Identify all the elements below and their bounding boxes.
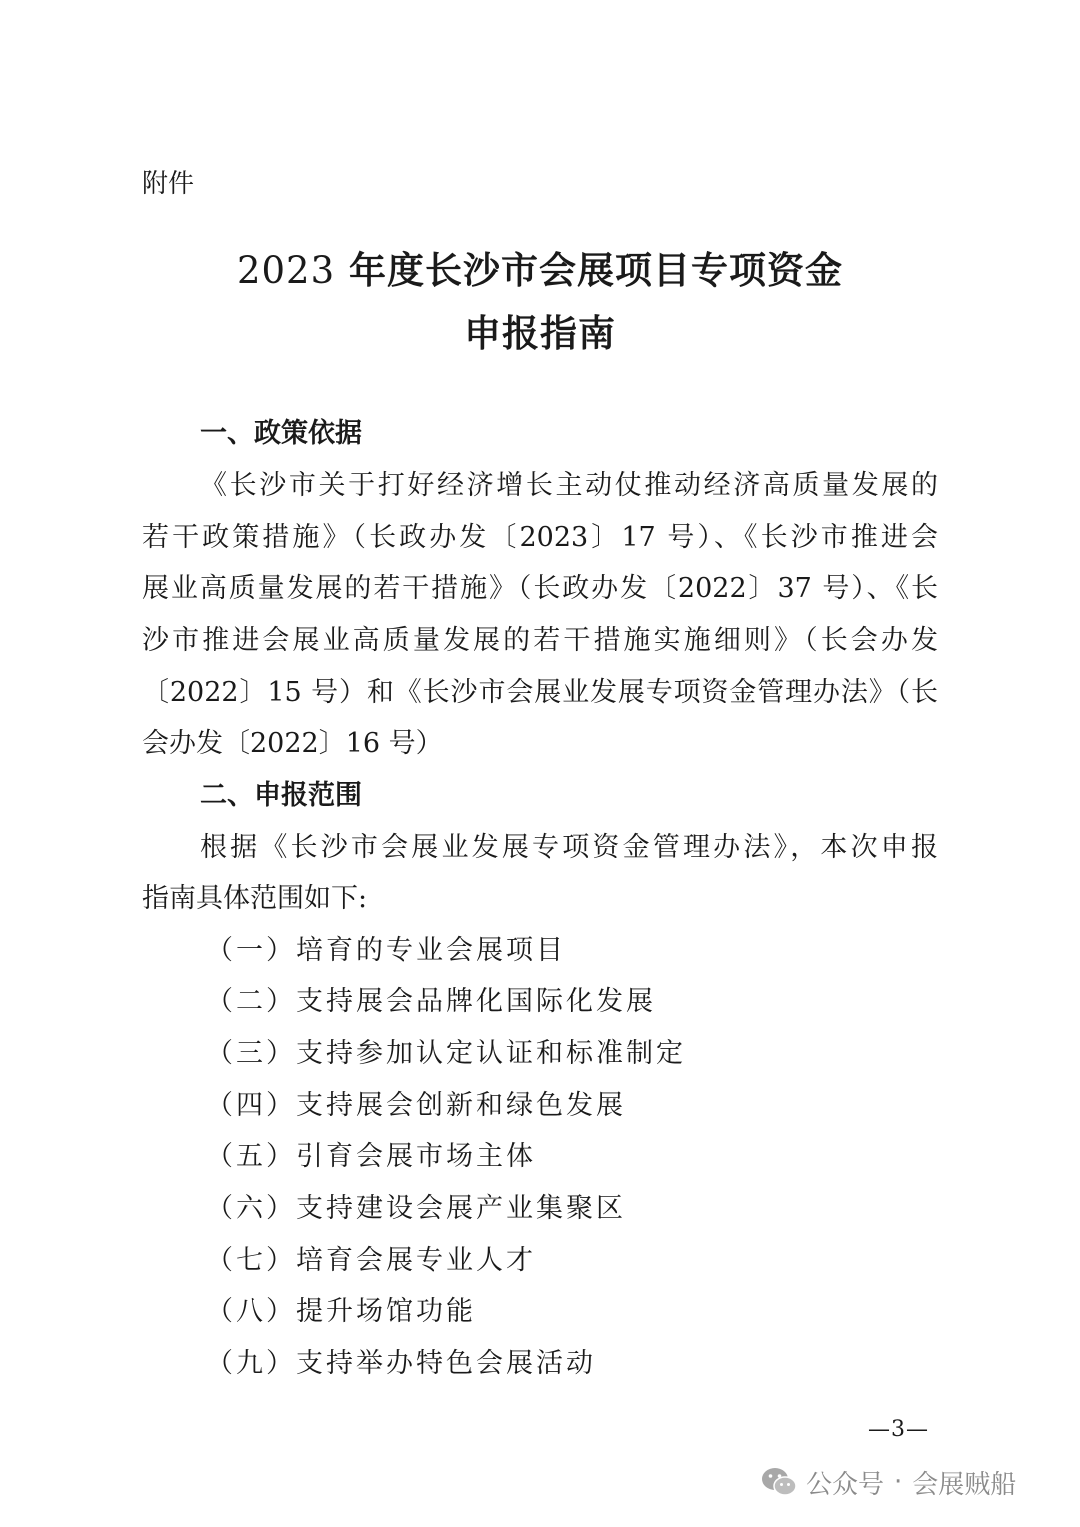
scope-list-item: （九）支持举办特色会展活动 xyxy=(206,1348,596,1379)
attachment-label: 附件 xyxy=(142,169,195,199)
scope-list-item: （八）提升场馆功能 xyxy=(206,1296,476,1327)
policy-basis-line: 〔2022〕15 号）和《长沙市会展业发展专项资金管理办法》（长 xyxy=(142,677,938,708)
policy-basis-line: 《长沙市关于打好经济增长主动仗推动经济高质量发展的 xyxy=(200,470,938,501)
scope-list-item: （五）引育会展市场主体 xyxy=(206,1141,536,1172)
scope-list-item: （三）支持参加认定认证和标准制定 xyxy=(206,1038,686,1069)
scope-list-item: （七）培育会展专业人才 xyxy=(206,1245,536,1276)
policy-basis-line: 展业高质量发展的若干措施》（长政办发〔2022〕37 号）、《长 xyxy=(142,573,938,604)
section-heading-policy-basis: 一、政策依据 xyxy=(200,418,362,449)
document-title-line-2: 申报指南 xyxy=(464,312,616,355)
scope-intro-line: 根据《长沙市会展业发展专项资金管理办法》，本次申报 xyxy=(200,832,938,863)
scope-intro-line: 指南具体范围如下: xyxy=(142,883,368,914)
scope-list-item: （四）支持展会创新和绿色发展 xyxy=(206,1090,626,1121)
page-number: —3— xyxy=(868,1417,929,1442)
watermark xyxy=(760,1460,1016,1504)
wechat-icon xyxy=(760,1465,798,1499)
section-heading-application-scope: 二、申报范围 xyxy=(200,780,362,811)
policy-basis-line: 沙市推进会展业高质量发展的若干措施实施细则》（长会办发 xyxy=(142,625,938,656)
document-title-line-1 xyxy=(0,246,1080,296)
watermark-account-name: 会展贼船 xyxy=(912,1469,1017,1500)
scope-list-item: （二）支持展会品牌化国际化发展 xyxy=(206,986,656,1017)
title-year: 2023 xyxy=(236,249,336,292)
scope-list-item: （六）支持建设会展产业集聚区 xyxy=(206,1193,626,1224)
watermark-separator: · xyxy=(894,1467,903,1497)
policy-basis-line: 若干政策措施》（长政办发〔2023〕17 号）、《长沙市推进会 xyxy=(142,522,938,553)
title-line-1-text: 年度长沙市会展项目专项资金 xyxy=(335,249,844,292)
scope-list-item: （一）培育的专业会展项目 xyxy=(206,935,566,966)
policy-basis-line: 会办发〔2022〕16 号） xyxy=(142,728,443,759)
watermark-account-type: 公众号 xyxy=(806,1469,885,1500)
